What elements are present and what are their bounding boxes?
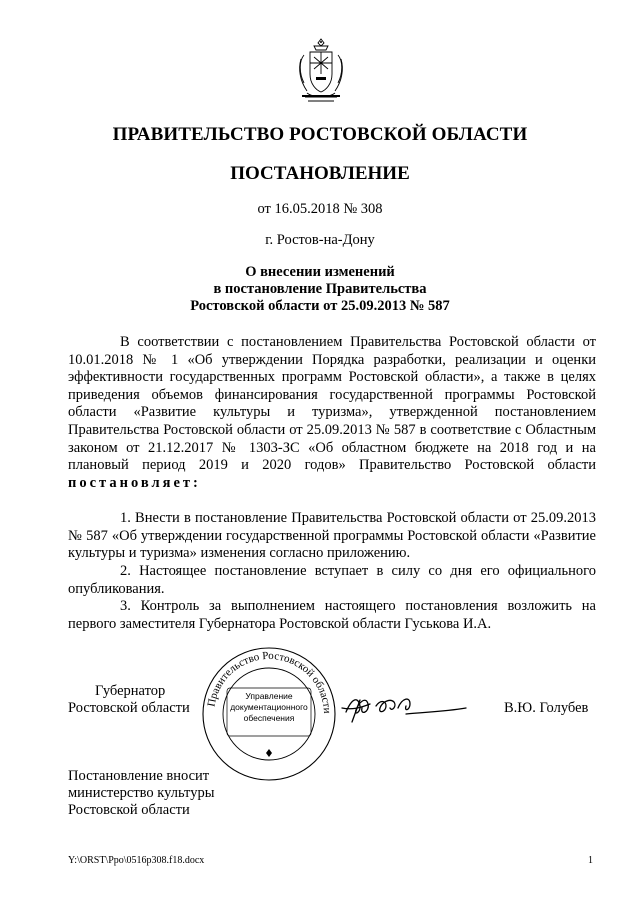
document-place: г. Ростов-на-Дону <box>265 232 375 248</box>
page-number: 1 <box>588 855 593 866</box>
submitted-by-line: Ростовской области <box>68 802 190 818</box>
resolution-item-3: 3. Контроль за выполнением настоящего постановления возложить на первого заместителя Губернатора Ростовской области Гуськова И.А. <box>68 598 596 632</box>
signer-name: В.Ю. Голубев <box>504 700 589 716</box>
resolution-item-1: 1. Внести в постановление Правительства Ростовской области от 25.09.2013 № 587 «Об утверждении государственной программы Ростовской области «Развитие культуры и туризма» изменения согласно приложению. <box>68 510 596 562</box>
subject-line: О внесении изменений <box>245 264 395 280</box>
decree-word: постановляет: <box>68 474 201 491</box>
seal-inner-text: Управление документационного обеспечения <box>230 691 308 723</box>
government-title: ПРАВИТЕЛЬСТВО РОСТОВСКОЙ ОБЛАСТИ <box>112 124 528 145</box>
preamble-paragraph <box>68 334 596 492</box>
signer-position: Ростовской области <box>68 700 190 716</box>
resolution-item-2: 2. Настоящее постановление вступает в силу со дня его официального опубликования. <box>68 563 596 597</box>
subject-line: Ростовской области от 25.09.2013 № 587 <box>190 298 450 314</box>
official-seal <box>200 645 338 783</box>
footer-file-path: Y:\ORST\Ppo\0516p308.f18.docx <box>68 855 205 866</box>
preamble-text: В соответствии с постановлением Правительства Ростовской области от 10.01.2018 № 1 «Об утверждении Порядка разработки, реализации и оценки эффективности государственных программ Ростовской области», а также в целях приведения объемов финансирования государственной программы Ростовской области «Развитие культуры и туризма», утвержденной постановлением Правительства Ростовской области от 25.09.2013 № 587 в соответствие с Областным законом от 21.12.2017 № 1303-ЗС «Об областном бюджете на 2018 год и на плановый период 2019 и 2020 годов» Правительство Ростовской области <box>68 334 596 474</box>
coat-of-arms-emblem <box>296 37 346 105</box>
seal-outer-text: Правительство Ростовской области <box>205 649 334 714</box>
submitted-by-line: Постановление вносит <box>68 768 210 784</box>
document-date-number: от 16.05.2018 № 308 <box>257 201 383 217</box>
handwritten-signature <box>340 688 470 728</box>
signer-position: Губернатор <box>95 683 166 699</box>
submitted-by-line: министерство культуры <box>68 785 215 801</box>
document-type: ПОСТАНОВЛЕНИЕ <box>230 163 410 184</box>
subject-line: в постановление Правительства <box>213 281 427 297</box>
